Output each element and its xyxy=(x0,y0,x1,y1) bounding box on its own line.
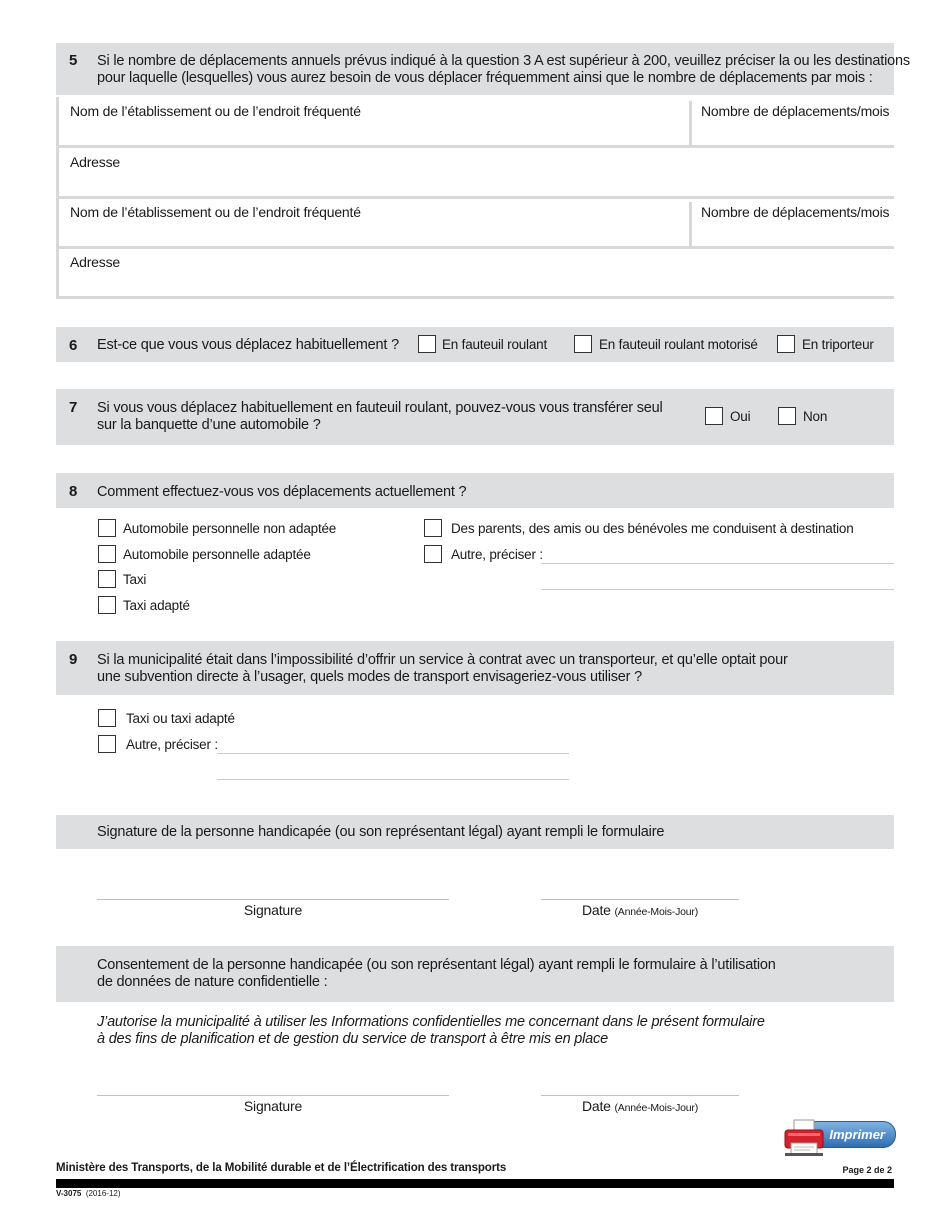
q8-taxi-label: Taxi xyxy=(123,572,147,587)
consent-statement-line2: à des fins de planification et de gestion du service de transport à être mis en place xyxy=(97,1031,608,1047)
signature-line[interactable] xyxy=(97,899,449,900)
q5-text-line1: Si le nombre de déplacements annuels prévus indiqué à la question 3 A est supérieur à 200, veuillez préciser la ou les destinations xyxy=(97,53,910,69)
q5-destination-1-row[interactable] xyxy=(56,97,894,148)
consent-heading xyxy=(97,957,776,991)
q7-yes-checkbox[interactable] xyxy=(705,407,723,425)
q6-text: Est-ce que vous vous déplacez habituellement ? xyxy=(97,337,399,353)
date-format: (Année-Mois-Jour) xyxy=(614,906,699,918)
print-button-label: Imprimer xyxy=(804,1121,896,1148)
q7-text-line2: sur la banquette d’une automobile ? xyxy=(97,417,321,433)
q8-text: Comment effectuez-vous vos déplacements actuellement ? xyxy=(97,484,467,500)
q7-no-checkbox[interactable] xyxy=(778,407,796,425)
field-divider xyxy=(689,202,692,246)
footer-form-code xyxy=(56,1189,121,1198)
q5-address-1-field[interactable] xyxy=(56,148,894,199)
q6-motorized-wheelchair-checkbox[interactable] xyxy=(574,335,592,353)
q6-wheelchair-checkbox[interactable] xyxy=(418,335,436,353)
date-label: Date xyxy=(581,902,611,918)
consent-statement-line1: J’autorise la municipalité à utiliser les Informations confidentielles me concernant dans le présent formulaire xyxy=(97,1014,765,1030)
consent-date-line[interactable] xyxy=(541,1095,739,1096)
q8-taxi-checkbox[interactable] xyxy=(98,570,116,588)
q6-number: 6 xyxy=(69,337,78,354)
q5-text xyxy=(97,53,910,87)
q9-taxi-checkbox[interactable] xyxy=(98,709,116,727)
q8-non-adapted-car-label: Automobile personnelle non adaptée xyxy=(123,521,337,536)
address-label: Adresse xyxy=(70,154,120,170)
q6-scooter-label: En triporteur xyxy=(802,337,874,352)
consent-date-caption xyxy=(541,1098,739,1114)
q8-adapted-car-label: Automobile personnelle adaptée xyxy=(123,547,311,562)
q8-other-input-line-2[interactable] xyxy=(541,589,894,590)
field-divider xyxy=(689,101,692,145)
consent-date-label: Date xyxy=(581,1098,611,1114)
form-code: V-3075 xyxy=(56,1189,82,1198)
consent-heading-line1: Consentement de la personne handicapée (ou son représentant légal) ayant rempli le formulaire à l’utilisation xyxy=(97,957,776,973)
q9-text-line1: Si la municipalité était dans l’impossibilité d’offrir un service à contrat avec un transporteur, et qu’elle optait pour xyxy=(97,652,788,668)
q9-text xyxy=(97,652,788,686)
q8-other-label: Autre, préciser : xyxy=(451,547,543,562)
signature-caption: Signature xyxy=(243,902,303,918)
q8-number: 8 xyxy=(69,483,78,500)
q8-adapted-car-checkbox[interactable] xyxy=(98,545,116,563)
q7-text-line1: Si vous vous déplacez habituellement en fauteuil roulant, pouvez-vous vous transférer seul xyxy=(97,400,663,416)
print-button[interactable] xyxy=(782,1119,896,1157)
q8-family-friends-label: Des parents, des amis ou des bénévoles me conduisent à destination xyxy=(451,521,854,536)
establishment-label: Nom de l’établissement ou de l’endroit fréquenté xyxy=(70,103,361,119)
consent-date-format: (Année-Mois-Jour) xyxy=(614,1102,699,1114)
footer-divider xyxy=(56,1179,894,1188)
date-caption xyxy=(541,902,739,918)
signature-heading: Signature de la personne handicapée (ou son représentant légal) ayant rempli le formulaire xyxy=(97,824,665,840)
consent-signature-line[interactable] xyxy=(97,1095,449,1096)
q5-address-2-field[interactable] xyxy=(56,248,894,299)
q7-number: 7 xyxy=(69,399,78,416)
q5-text-line2: pour laquelle (lesquelles) vous aurez besoin de vous déplacer fréquemment ainsi que le nombre de déplacements par mois : xyxy=(97,70,873,86)
establishment-label: Nom de l’établissement ou de l’endroit fréquenté xyxy=(70,204,361,220)
form-date: (2016-12) xyxy=(85,1189,121,1198)
trips-per-month-label: Nombre de déplacements/mois xyxy=(701,204,890,220)
q9-taxi-label: Taxi ou taxi adapté xyxy=(126,711,235,726)
q9-text-line2: une subvention directe à l’usager, quels modes de transport envisageriez-vous utiliser ? xyxy=(97,669,642,685)
q9-other-input-line-2[interactable] xyxy=(217,779,569,780)
q8-non-adapted-car-checkbox[interactable] xyxy=(98,519,116,537)
footer-ministry: Ministère des Transports, de la Mobilité durable et de l’Électrification des transports xyxy=(56,1162,507,1174)
q7-no-label: Non xyxy=(803,409,828,424)
q9-other-input-line-1[interactable] xyxy=(217,753,569,754)
trips-per-month-label: Nombre de déplacements/mois xyxy=(701,103,890,119)
q8-family-friends-checkbox[interactable] xyxy=(424,519,442,537)
printer-icon xyxy=(782,1119,830,1157)
consent-signature-caption: Signature xyxy=(243,1098,303,1114)
q6-motorized-wheelchair-label: En fauteuil roulant motorisé xyxy=(599,337,758,352)
q8-other-input-line-1[interactable] xyxy=(541,563,894,564)
q9-other-checkbox[interactable] xyxy=(98,735,116,753)
q8-adapted-taxi-checkbox[interactable] xyxy=(98,596,116,614)
q7-yes-label: Oui xyxy=(730,409,751,424)
q8-adapted-taxi-label: Taxi adapté xyxy=(123,598,190,613)
q9-number: 9 xyxy=(69,651,78,668)
q5-number: 5 xyxy=(69,52,78,69)
q6-wheelchair-label: En fauteuil roulant xyxy=(442,337,548,352)
q8-other-checkbox[interactable] xyxy=(424,545,442,563)
q7-text xyxy=(97,400,663,434)
q6-scooter-checkbox[interactable] xyxy=(777,335,795,353)
address-label: Adresse xyxy=(70,254,120,270)
consent-heading-line2: de données de nature confidentielle : xyxy=(97,974,328,990)
consent-statement xyxy=(97,1014,765,1048)
q5-destination-2-row[interactable] xyxy=(56,198,894,249)
q9-other-label: Autre, préciser : xyxy=(126,737,218,752)
date-line[interactable] xyxy=(541,899,739,900)
footer-page-number: Page 2 de 2 xyxy=(842,1165,892,1175)
